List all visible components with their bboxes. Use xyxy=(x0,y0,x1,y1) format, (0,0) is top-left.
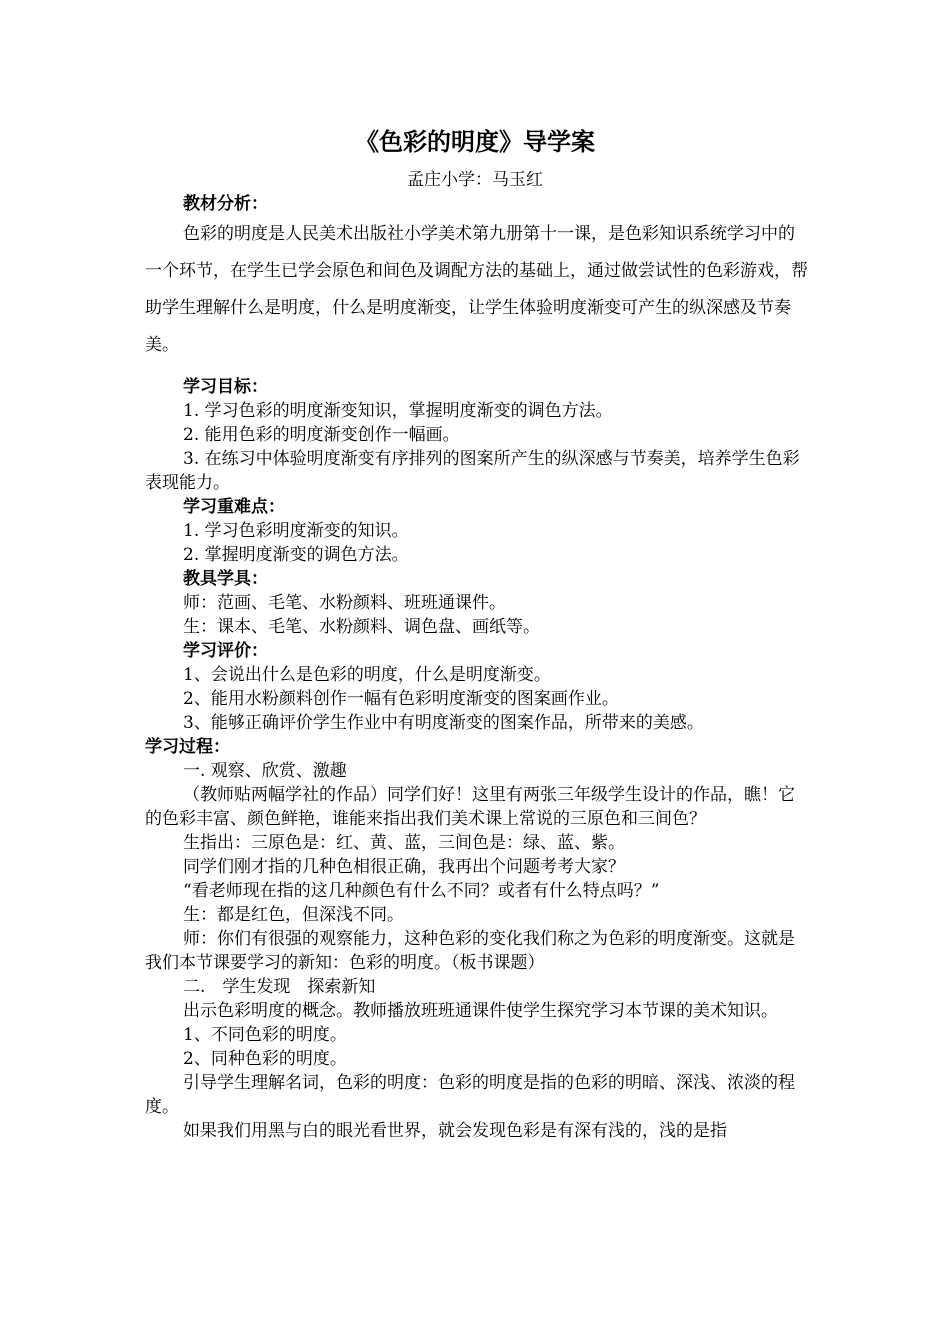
process-paragraph: 师：你们有很强的观察能力，这种色彩的变化我们称之为色彩的明度渐变。这就是我们本节课要学习的新知：色彩的明度。（板书课题） xyxy=(145,929,795,973)
analysis-section xyxy=(145,216,810,364)
tool-item: 生：课本、毛笔、水粉颜料、调色盘、画纸等。 xyxy=(183,617,540,637)
process-paragraph: 引导学生理解名词，色彩的明度：色彩的明度是指的色彩的明暗、深浅、浓淡的程度。 xyxy=(145,1073,795,1117)
process-paragraph: 生：都是红色，但深浅不同。 xyxy=(183,905,404,925)
evaluation-heading: 学习评价： xyxy=(183,641,268,661)
process-paragraph: “看老师现在指的这几种颜色有什么不同？或者有什么特点吗？” xyxy=(183,881,660,901)
goal-item: 3. 在练习中体验明度渐变有序排列的图案所产生的纵深感与节奏美，培养学生色彩表现能力。 xyxy=(145,449,800,493)
goals-heading: 学习目标： xyxy=(183,377,268,397)
process-paragraph: 二. 学生发现 探索新知 xyxy=(183,977,376,997)
process-paragraph: 出示色彩明度的概念。教师播放班班通课件使学生探究学习本节课的美术知识。 xyxy=(183,1001,778,1021)
process-paragraph: 生指出：三原色是：红、黄、蓝，三间色是：绿、蓝、紫。 xyxy=(183,833,625,853)
key-points-heading: 学习重难点： xyxy=(183,497,285,517)
process-paragraph: 同学们刚才指的几种色相很正确，我再出个问题考考大家？ xyxy=(183,857,625,877)
goal-item: 2. 能用色彩的明度渐变创作一幅画。 xyxy=(183,425,460,445)
evaluation-item: 3、能够正确评价学生作业中有明度渐变的图案作品，所带来的美感。 xyxy=(183,713,704,733)
tools-heading: 教具学具： xyxy=(183,569,268,589)
analysis-paragraph: 色彩的明度是人民美术出版社小学美术第九册第十一课，是色彩知识系统学习中的一个环节，在学生已学会原色和间色及调配方法的基础上，通过做尝试性的色彩游戏，帮助学生理解什么是明度，什么是明度渐变，让学生体验明度渐变可产生的纵深感及节奏美。 xyxy=(145,224,808,355)
process-paragraph: 2、同种色彩的明度。 xyxy=(183,1049,347,1069)
document-body xyxy=(145,192,810,1143)
process-heading: 学习过程： xyxy=(145,737,230,757)
process-paragraph: 1、不同色彩的明度。 xyxy=(183,1025,347,1045)
process-paragraph: （教师贴两幅学社的作品）同学们好！这里有两张三年级学生设计的作品，瞧！它的色彩丰富、颜色鲜艳，谁能来指出我们美术课上常说的三原色和三间色？ xyxy=(145,785,795,829)
key-point-item: 1. 学习色彩明度渐变的知识。 xyxy=(183,521,409,541)
document-title: 《色彩的明度》导学案 xyxy=(355,127,595,156)
evaluation-item: 2、能用水粉颜料创作一幅有色彩明度渐变的图案画作业。 xyxy=(183,689,619,709)
evaluation-item: 1、会说出什么是色彩的明度，什么是明度渐变。 xyxy=(183,665,551,685)
process-paragraph: 如果我们用黑与白的眼光看世界，就会发现色彩是有深有浅的，浅的是指 xyxy=(183,1121,727,1141)
document-author: 孟庄小学：马玉红 xyxy=(407,170,543,190)
process-paragraph: 一. 观察、欣赏、激趣 xyxy=(183,761,347,781)
analysis-heading: 教材分析： xyxy=(183,194,268,214)
tool-item: 师：范画、毛笔、水粉颜料、班班通课件。 xyxy=(183,593,506,613)
key-point-item: 2. 掌握明度渐变的调色方法。 xyxy=(183,545,409,565)
goal-item: 1. 学习色彩的明度渐变知识，掌握明度渐变的调色方法。 xyxy=(183,401,613,421)
